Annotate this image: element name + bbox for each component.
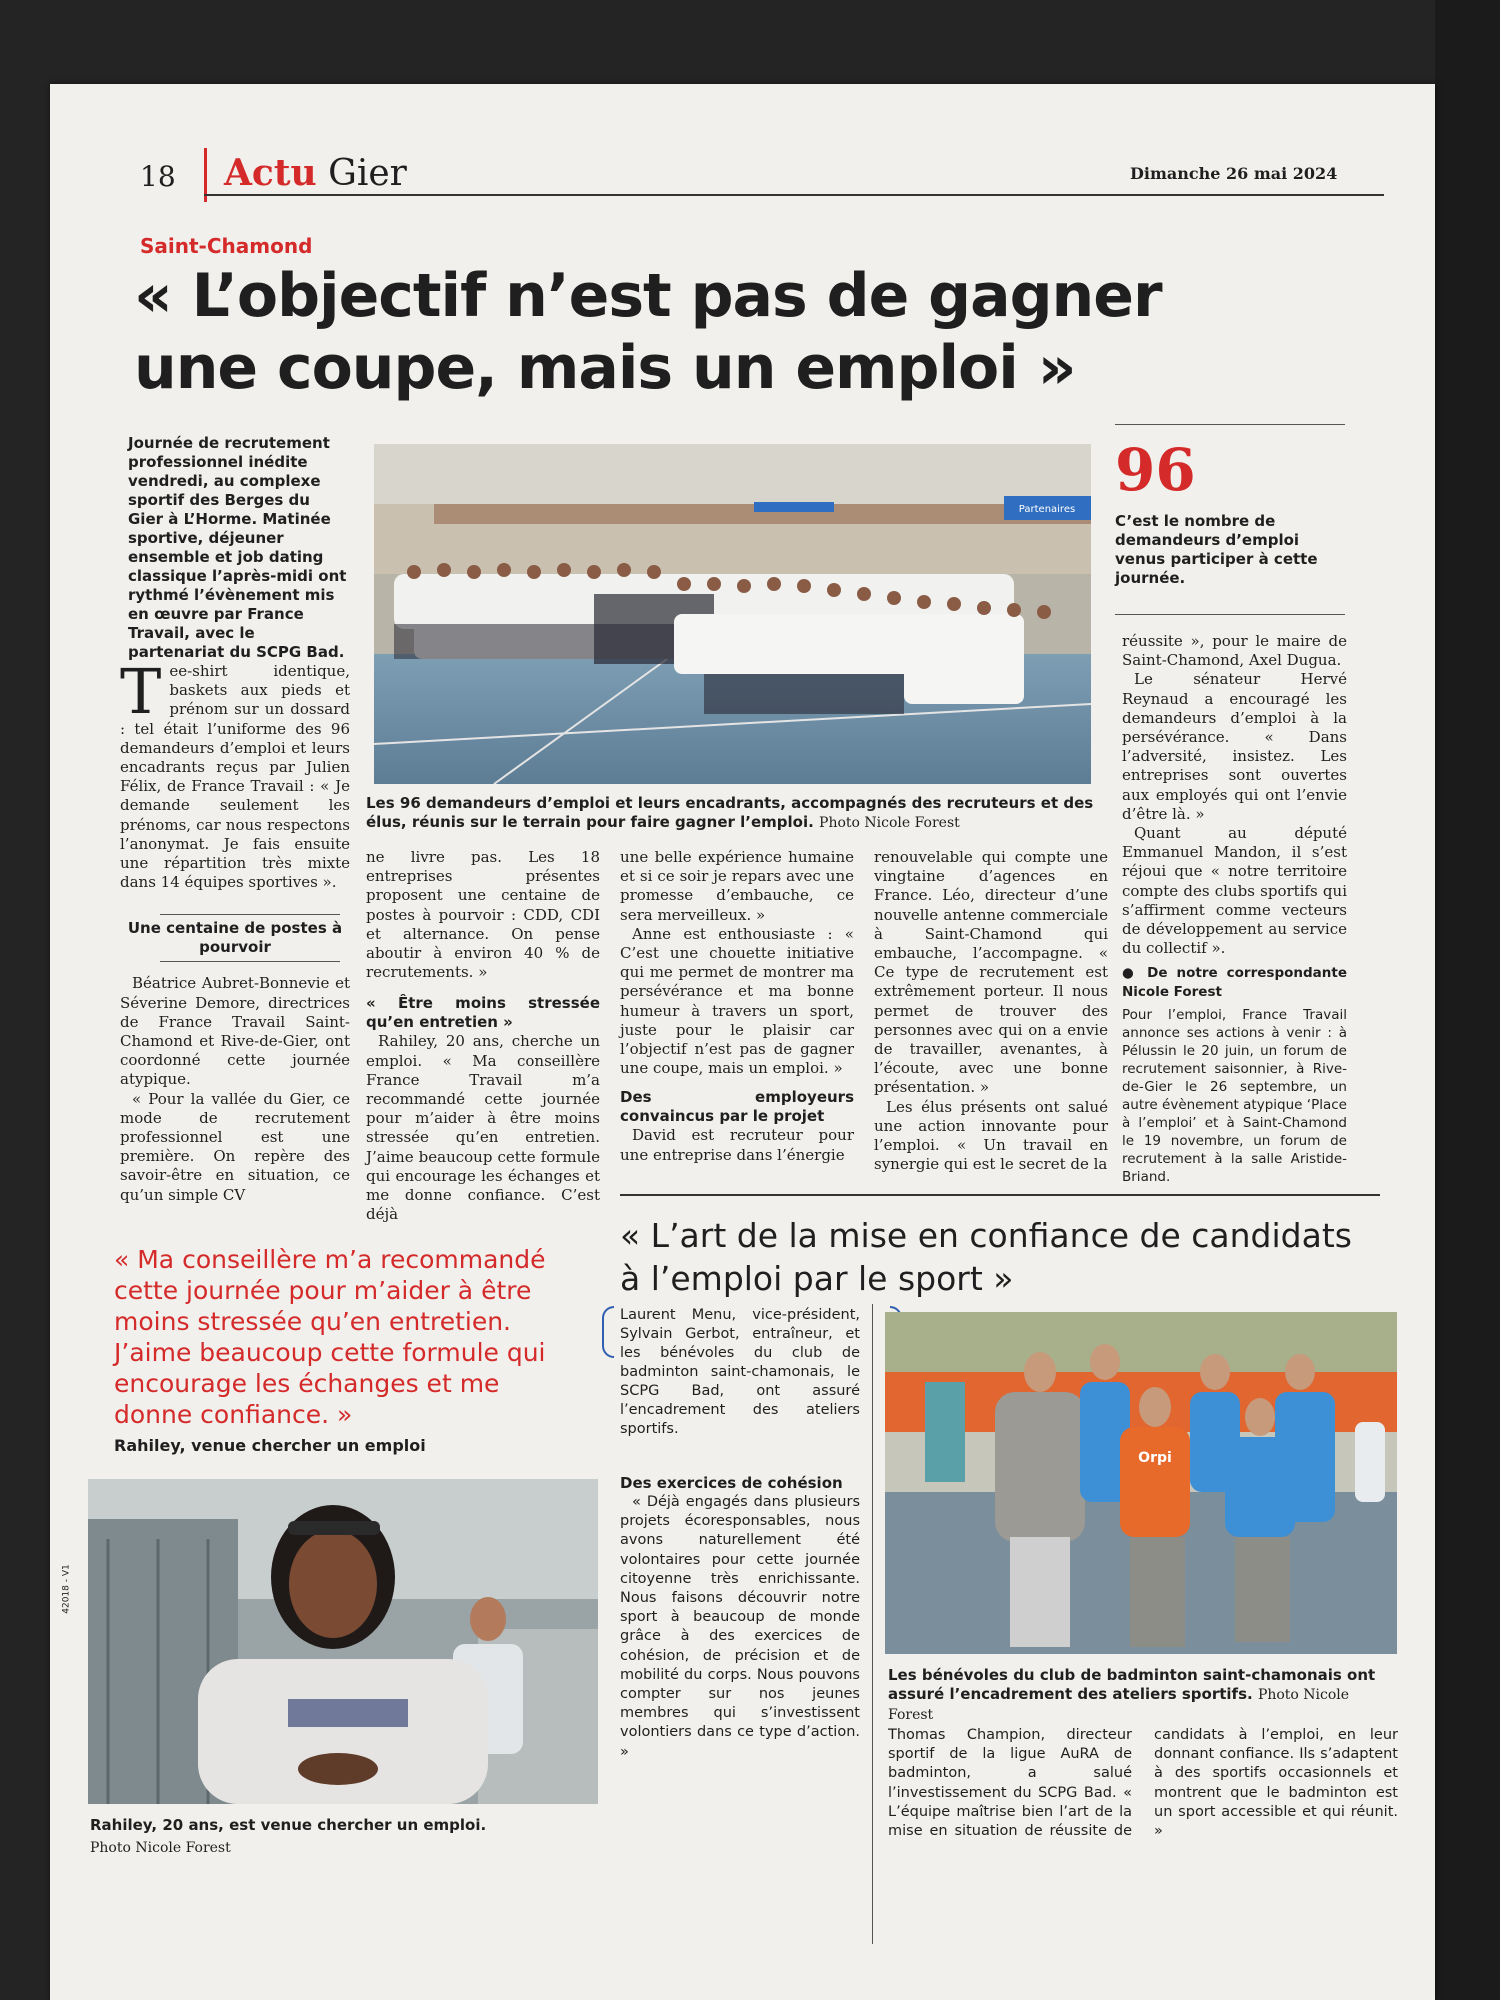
section-divider	[620, 1194, 1380, 1196]
subhead: « Être moins stressée qu’en entretien »	[366, 994, 600, 1032]
article-paragraph: ne livre pas. Les 18 entreprises présentes proposent une centaine de postes à pourvoir : CDD, CDI et alternance. On pense aboutir à environ 40 % de recrutements. »	[366, 848, 600, 982]
team-photo-caption	[888, 1666, 1398, 1725]
article-paragraph: Quant au député Emmanuel Mandon, il s’est réjoui que « notre territoire compte des clubs sportifs qui s’affirment comme vecteurs de développement au service du collectif ».	[1122, 824, 1347, 958]
column-divider	[872, 1304, 873, 1944]
article-paragraph	[120, 655, 350, 892]
portrait-photo	[88, 1479, 598, 1804]
section-title	[224, 152, 407, 194]
main-photo	[374, 444, 1091, 784]
secondary-column-1	[620, 1474, 860, 1762]
article-paragraph: renouvelable qui compte une vingtaine d’agences en France. Léo, directeur d’une nouvelle antenne commerciale à Saint-Chamond qui embauche, l’accompagne. « Ce type de recrutement est extrêmement porteur. Il nous permet de trouver des personnes avec qui on a envie de travailler, avenantes, à l’écoute, avec une bonne présentation. »	[874, 848, 1108, 1097]
secondary-column-2	[888, 1726, 1398, 1841]
article-paragraph: Les élus présents ont salué une action innovante pour l’emploi. « Un travail en synergie qui est le secret de la	[874, 1097, 1108, 1174]
print-code: 42018 - V1	[61, 1564, 72, 1614]
column-5	[1122, 632, 1347, 1186]
article-paragraph: « Déjà engagés dans plusieurs projets écoresponsables, nous avons naturellement été volontaires pour cette journée citoyenne très enrichissante. Nous faisons découvrir notre sport à beaucoup de monde grâce à des exercices de cohésion, de précision et de mobilité du corps. Nous pouvons compter sur nos jeunes membres qui s’investissent volontiers dans ce type d’action. »	[620, 1494, 860, 1760]
secondary-intro: Laurent Menu, vice-président, Sylvain Gerbot, entraîneur, et les bénévoles du club de badminton saint-chamonais, le SCPG Bad, ont assuré l’encadrement des ateliers sportifs.	[620, 1307, 860, 1437]
team-photo	[885, 1312, 1397, 1654]
stat-number: 96	[1115, 436, 1196, 504]
section-title-strong: Actu	[224, 152, 317, 194]
lead-paragraph: Journée de recrutement professionnel inédite vendredi, au complexe sportif des Berges du Gier à L’Horme. Matinée sportive, déjeuner ensemble et job dating classique l’après-midi ont rythmé l’évènement mis en œuvre par France Travail, avec le partenariat du SCPG Bad.	[128, 434, 347, 661]
main-photo-credit: Photo Nicole Forest	[819, 815, 960, 831]
article-paragraph-text: ee-shirt identique, baskets aux pieds et prénom sur un dossard : tel était l’uniforme des 96 demandeurs d’emploi et leurs encadrants reçus par Julien Félix, de France Travail : « Je demande seulement les prénoms, car nous respectons l’anonymat. Je fais ensuite une répartition très mixte dans 14 équipes sportives ».	[120, 662, 350, 892]
stat-rule	[1115, 424, 1345, 425]
intro-bracket-left	[602, 1306, 614, 1358]
drop-cap: T	[120, 655, 162, 728]
main-photo-image	[374, 444, 1091, 784]
issue-date: Dimanche 26 mai 2024	[1130, 164, 1338, 183]
subhead: Des exercices de cohésion	[620, 1474, 843, 1492]
column-1	[120, 655, 350, 1205]
page-number: 18	[140, 160, 176, 193]
newspaper-page	[50, 84, 1435, 2000]
section-title-light: Gier	[328, 153, 407, 194]
article-paragraph: « Pour la vallée du Gier, ce mode de recrutement professionnel est une première. On repère des savoir-être en situation, ce qu’un simple CV	[120, 1089, 350, 1204]
main-headline: « L’objectif n’est pas de gagner une coupe, mais un emploi »	[134, 261, 1162, 403]
stat-rule-bottom	[1115, 614, 1345, 615]
main-photo-caption	[366, 794, 1106, 833]
team-photo-image	[885, 1312, 1397, 1654]
team-photo-credit: Photo Nicole Forest	[888, 1687, 1350, 1723]
byline: ● De notre correspondante Nicole Forest	[1122, 965, 1347, 1001]
main-photo-caption-text: Les 96 demandeurs d’emploi et leurs encadrants, accompagnés des recruteurs et des élus, réunis sur le terrain pour faire gagner l’emploi.	[366, 794, 1094, 831]
shirt-text: Orpi	[1138, 1450, 1172, 1466]
article-paragraph: Anne est enthousiaste : « C’est une chouette initiative qui me permet de montrer ma persévérance et ma bonne humeur à travers un sport, juste pour le plaisir car l’objectif n’est pas de gagner une coupe, mais un emploi. »	[620, 924, 854, 1078]
subhead-rule	[160, 914, 340, 915]
article-paragraph: réussite », pour le maire de Saint-Chamond, Axel Dugua.	[1122, 632, 1347, 670]
article-paragraph: Pour l’emploi, France Travail annonce ses actions à venir : à Pélussin le 20 juin, un forum de recrutement saisonnier, à Rive-de-Gier le 26 septembre, un autre évènement atypique ‘Place à l’emploi’ et à Saint-Chamond le 19 novembre, un forum de recrutement à la salle Aristide-Briand.	[1122, 1007, 1347, 1186]
team-photo-caption-text: Les bénévoles du club de badminton saint-chamonais ont assuré l’encadrement des ateliers sportifs.	[888, 1666, 1376, 1703]
header-rule	[204, 194, 1384, 196]
pull-quote: « Ma conseillère m’a recommandé cette journée pour m’aider à être moins stressée qu’en entretien. J’aime beaucoup cette formule qui encourage les échanges et me donne confiance. »	[114, 1245, 546, 1429]
portrait-photo-image	[88, 1479, 598, 1804]
column-2	[366, 848, 600, 1224]
banner-text: Partenaires	[1018, 504, 1076, 515]
stat-text: C’est le nombre de demandeurs d’emploi venus participer à cette journée.	[1115, 512, 1318, 587]
portrait-caption: Rahiley, 20 ans, est venue chercher un emploi.	[90, 1816, 487, 1834]
portrait-credit: Photo Nicole Forest	[90, 1840, 231, 1856]
subhead-rule	[160, 961, 340, 962]
pull-quote-attribution: Rahiley, venue chercher un emploi	[114, 1436, 426, 1455]
column-4	[874, 848, 1108, 1174]
article-paragraph: Rahiley, 20 ans, cherche un emploi. « Ma conseillère France Travail m’a recommandé cette journée pour m’aider à être moins stressée qu’en entretien. J’aime beaucoup cette formule qui encourage les échanges et me donne confiance. C’est déjà	[366, 1032, 600, 1224]
subhead: Des employeurs convaincus par le projet	[620, 1088, 854, 1126]
article-paragraph: une belle expérience humaine et si ce soir je repars avec une promesse d’embauche, ce sera merveilleux. »	[620, 848, 854, 924]
article-paragraph: Béatrice Aubret-Bonnevie et Séverine Demore, directrices de France Travail Saint-Chamond et Rive-de-Gier, ont coordonné cette journée atypique.	[120, 974, 350, 1089]
article-paragraph: Thomas Champion, directeur sportif de la ligue AuRA de badminton, a salué l’investissement du SCPG Bad. « L’équipe maîtrise bien l’art de la mise en situation de réussite de candidats à l’emploi, en leur donnant confiance. Ils s’adaptent à des sportifs occasionnels et montrent que le badminton est un sport accessible et qui réunit. »	[888, 1727, 1398, 1840]
portrait-credit-wrap	[90, 1838, 610, 1858]
kicker: Saint-Chamond	[140, 234, 313, 258]
secondary-headline: « L’art de la mise en confiance de candidats à l’emploi par le sport »	[620, 1216, 1352, 1298]
article-paragraph: Le sénateur Hervé Reynaud a encouragé les demandeurs d’emploi à la persévérance. « Dans l’adversité, insistez. Les entreprises sont ouvertes aux employés qui ont l’envie d’être là. »	[1122, 670, 1347, 823]
article-paragraph: David est recruteur pour une entreprise dans l’énergie	[620, 1126, 854, 1164]
column-3	[620, 848, 854, 1165]
subhead: Une centaine de postes à pourvoir	[127, 919, 343, 957]
background-table-edge	[1435, 0, 1500, 2000]
